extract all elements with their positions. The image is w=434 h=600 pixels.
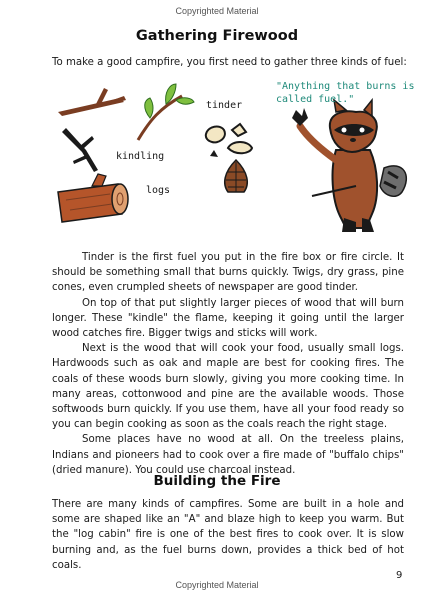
logs-label: logs <box>146 185 171 196</box>
branch-icon <box>58 88 126 116</box>
section-title-building-the-fire: Building the Fire <box>153 473 281 489</box>
gathering-firewood-body <box>52 250 404 478</box>
page-number: 9 <box>396 570 403 581</box>
leafy-twig-icon <box>138 84 194 140</box>
tinder-label: tinder <box>206 100 243 111</box>
building-the-fire-body <box>52 497 404 573</box>
paragraph-tinder: Tinder is the first fuel you put in the fire box or fire circle. It should be something small that burns quickly. Twigs, dry grass, pine cones, even crumpled sheets of newspaper are good tinder. <box>52 252 404 294</box>
paragraph-no-wood: Some places have no wood at all. On the treeless plains, Indians and pioneers had to cook over a fire made of "buffalo chips" (dried manure). You could use charcoal instead. <box>52 434 404 476</box>
page-title: Gathering Firewood <box>135 28 299 44</box>
copyright-notice-top: Copyrighted Material <box>175 6 259 16</box>
copyright-notice-bottom: Copyrighted Material <box>175 580 259 590</box>
raccoon-quote: "Anything that burns is called fuel." <box>276 81 415 105</box>
paragraph-campfires: There are many kinds of campfires. Some are built in a hole and some are shaped like an "A" and blaze high to keep you warm. But the "log cabin" fire is one of the best fires to cook over. It is slow burning and, as the fuel burns down, provides a thick bed of hot coals. <box>52 499 404 571</box>
paragraph-logs: Next is the wood that will cook your food, usually small logs. Hardwoods such as oak and maple are best for cooking fires. The coals of these woods burn slowly, giving you more cooking time. In many areas, cottonwood and pine are the available woods. Those softwoods burn quickly. If you use them, have all your food ready so you can begin cooking as soon as the coals reach the right stage. <box>52 343 404 431</box>
intro-text: To make a good campfire, you first need to gather three kinds of fuel: <box>52 57 407 68</box>
paragraph-kindling: On top of that put slightly larger pieces of wood that will burn longer. These "kindle" the flame, keeping it going until the larger wood catches fire. Bigger twigs and sticks will work. <box>52 297 404 340</box>
kindling-label: kindling <box>116 151 165 162</box>
pine-cone-icon <box>225 160 248 192</box>
tinder-icon <box>206 124 252 157</box>
twig-icon <box>62 128 98 172</box>
log-icon <box>58 174 128 222</box>
raccoon-illustration <box>292 100 406 232</box>
